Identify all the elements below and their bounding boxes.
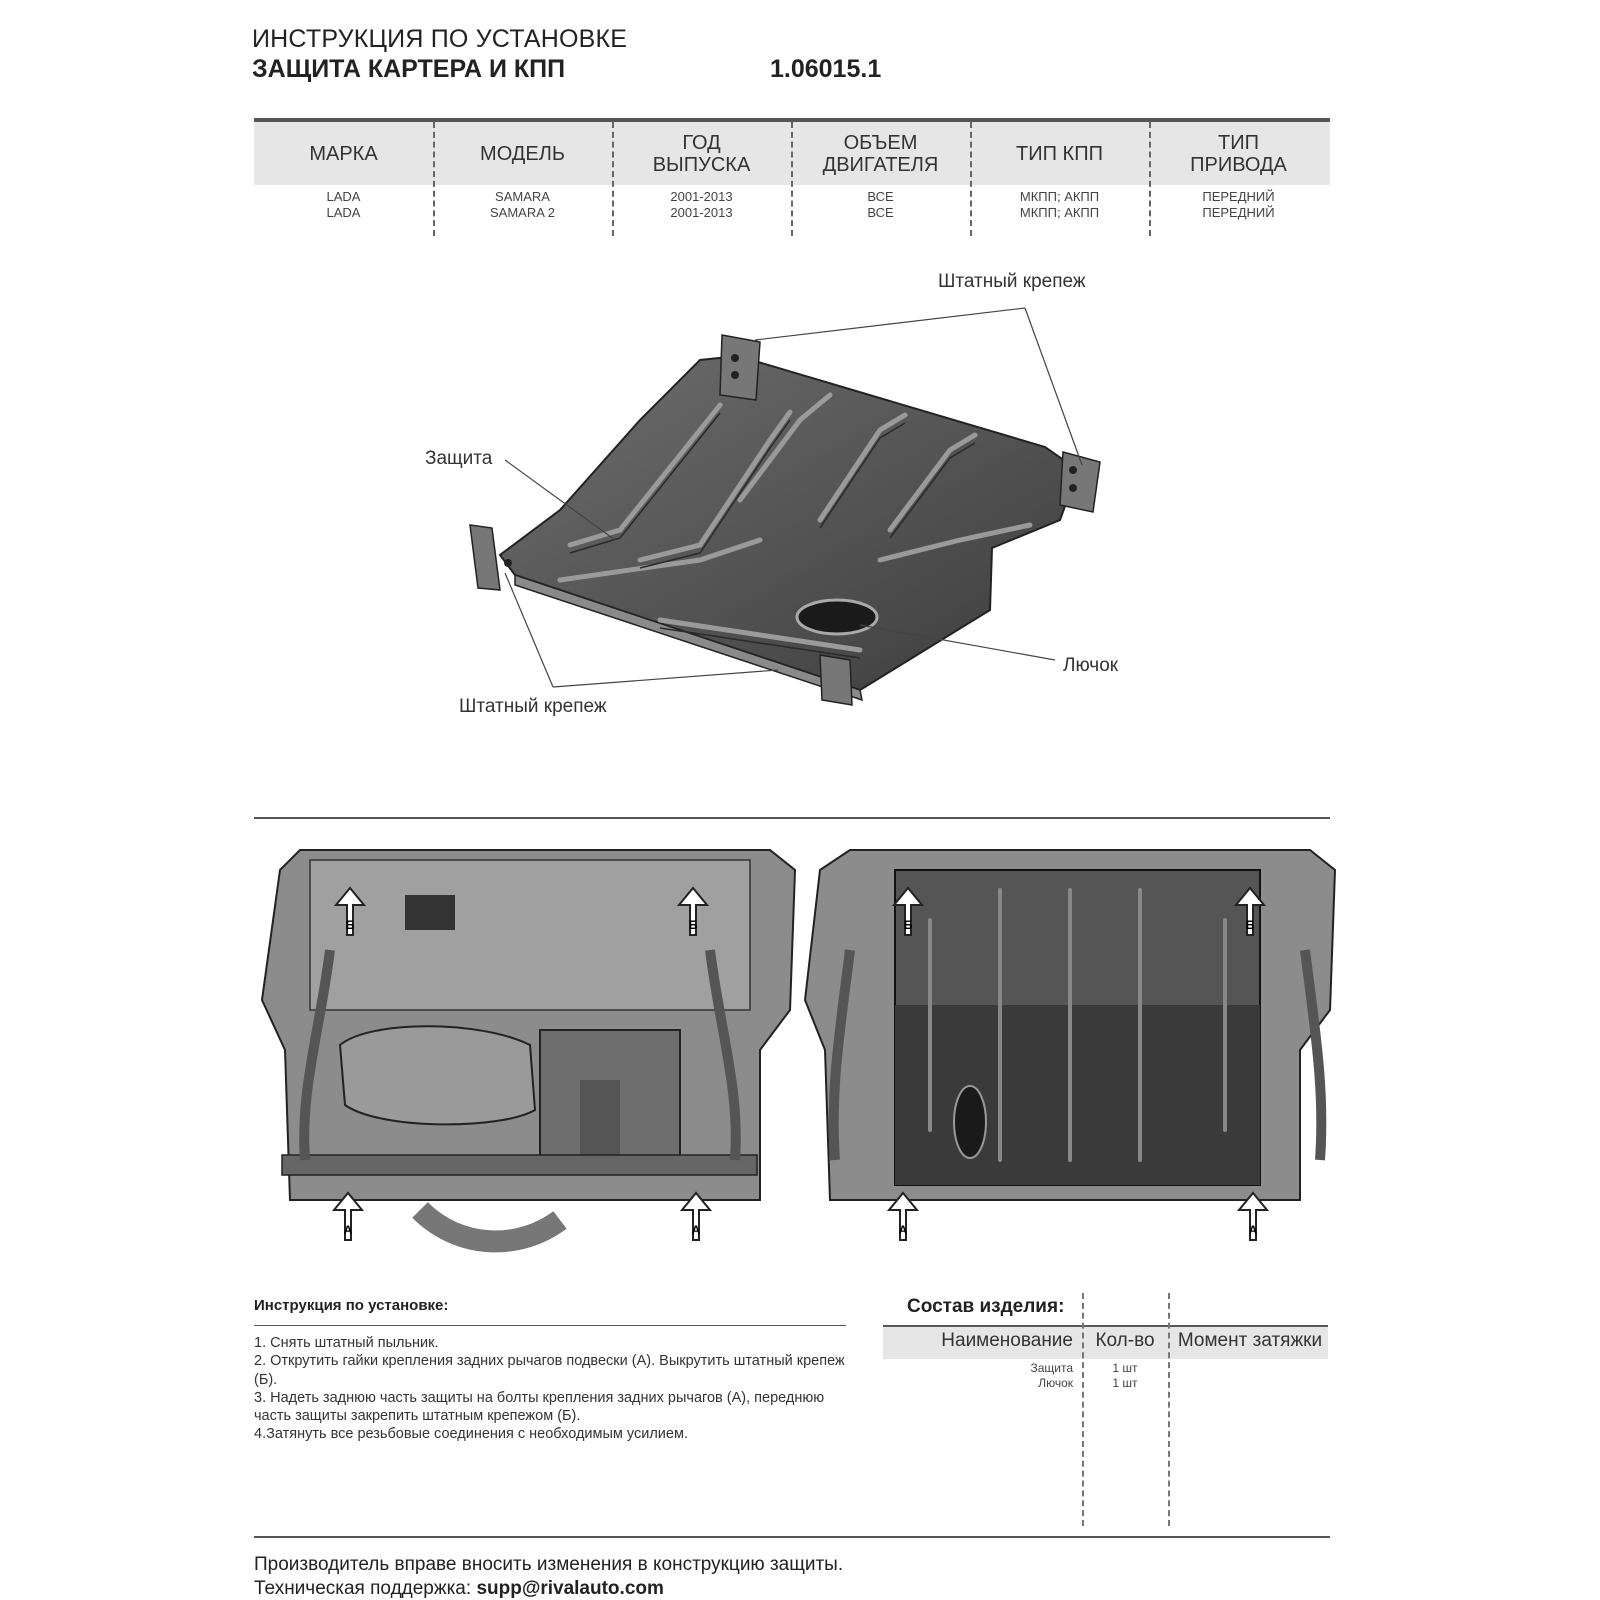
footer-disclaimer: Производитель вправе вносить изменения в конструкцию защиты. [254,1554,844,1575]
marker-a-label: А [343,1223,353,1237]
instruction-step: 4.Затянуть все резьбовые соединения с необходимым усилием. [254,1426,688,1443]
spec-cell: ПЕРЕДНИЙ [1202,189,1275,204]
spec-cell: 2001-2013 [670,205,733,220]
footer-support [254,1578,664,1600]
marker-b-label: Б [345,918,355,932]
spec-cell: ПЕРЕДНИЙ [1202,205,1275,220]
spec-col-header: ТИП ПРИВОДА [1190,131,1287,176]
composition-header-name: Наименование [941,1330,1073,1351]
section-divider [254,817,1330,819]
spec-cell: МКПП; АКПП [1019,189,1100,204]
instruction-step: 1. Снять штатный пыльник. [254,1335,439,1351]
marker-a-label: А [691,1223,701,1237]
label-fastener-top: Штатный крепеж [938,271,1086,292]
part-number: 1.06015.1 [770,55,882,83]
spec-cell: SAMARA [495,189,550,204]
install-photos [0,830,1600,1280]
label-hatch: Лючок [1063,655,1119,676]
spec-cell: LADA [326,189,361,204]
instructions-rule [254,1325,846,1326]
spec-cell: МКПП; АКПП [1019,205,1100,220]
instructions-list [254,1334,854,1444]
spec-col-header: ТИП КПП [1016,142,1103,165]
composition-header-qty: Кол-во [1095,1330,1155,1351]
spec-cell: 2001-2013 [670,189,733,204]
spec-col-header: МАРКА [309,142,378,165]
marker-b-label: Б [688,918,698,932]
support-label: Техническая поддержка: [254,1578,472,1599]
bracket-front-left [470,525,500,590]
composition-row-qty: 1 шт [1112,1361,1138,1375]
composition-col-divider [1168,1293,1170,1526]
spec-col-header: ГОД ВЫПУСКА [652,131,751,176]
spec-col-header: МОДЕЛЬ [480,142,565,165]
marker-a-label: А [898,1223,908,1237]
spec-cell: ВСЕ [867,205,894,220]
composition-col-divider [1082,1293,1084,1526]
hatch-opening [797,600,877,634]
marker-a-label: А [1248,1223,1258,1237]
footer-rule [254,1536,1330,1538]
marker-b-label: Б [1245,918,1255,932]
spec-cell: ВСЕ [867,189,894,204]
support-email[interactable]: supp@rivalauto.com [476,1578,664,1599]
spec-cell: LADA [326,205,361,220]
composition-header-torque: Момент затяжки [1177,1330,1323,1351]
bracket-rear-left [720,335,760,400]
label-guard: Защита [425,448,493,469]
composition-row-name: Защита [1030,1361,1073,1375]
marker-b-label: Б [903,918,913,932]
spec-cell: SAMARA 2 [489,205,556,220]
label-fastener-bottom: Штатный крепеж [459,696,607,717]
instruction-step: 2. Открутить гайки крепления задних рычагов подвески (А). Выкрутить штатный крепеж (Б). [254,1353,845,1388]
spec-col-header: ОБЪЕМ ДВИГАТЕЛЯ [822,131,939,176]
composition-title: Состав изделия: [907,1296,1065,1317]
underbody-before [262,850,795,1241]
doc-title-line1: ИНСТРУКЦИЯ ПО УСТАНОВКЕ [252,25,628,53]
doc-title-line2: ЗАЩИТА КАРТЕРА И КПП [252,55,566,83]
instructions-title: Инструкция по установке: [254,1297,449,1314]
instruction-step: 3. Надеть заднюю часть защиты на болты крепления задних рычагов (А), переднюю часть защиты закрепить штатным крепежом (Б). [254,1389,825,1425]
composition-row-qty: 1 шт [1112,1376,1138,1390]
composition-row-name: Лючок [1038,1376,1073,1390]
bracket-front-right [820,655,852,705]
